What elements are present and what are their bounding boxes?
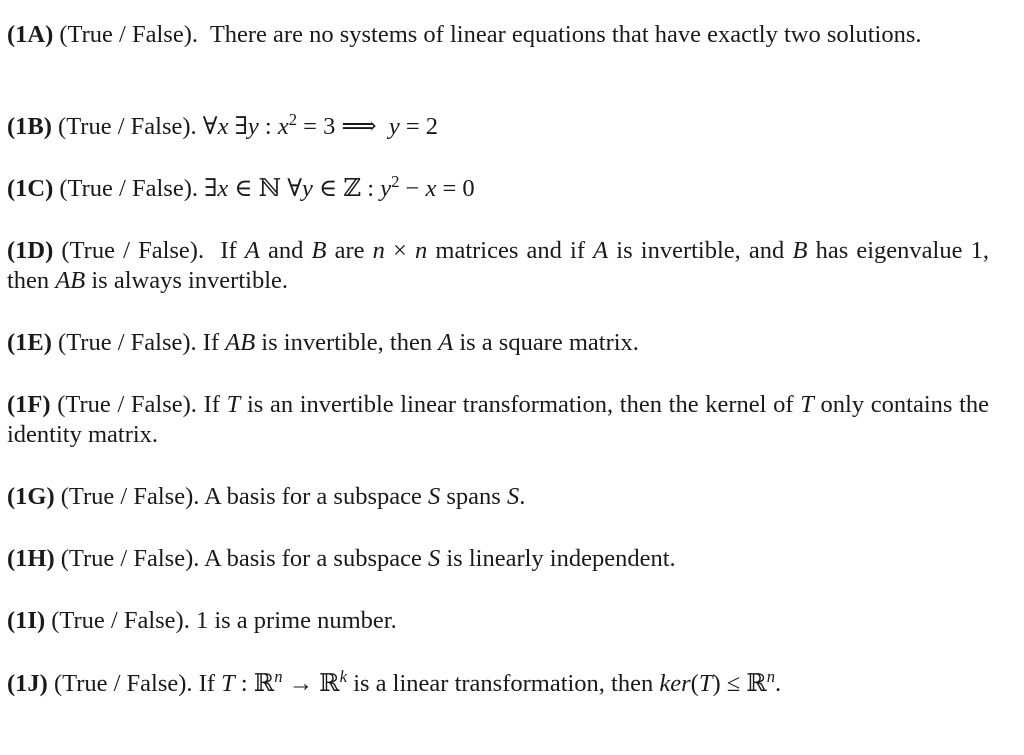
statement: If T : ℝ$^n$ → ℝ$^k$ is a linear transformation, then ker(T) ≤ ℝ$^n$. [198, 666, 782, 697]
true-false-choice: (True / False). [59, 175, 198, 202]
statement: There are no systems of linear equations that have exactly two solutions. [209, 21, 922, 48]
question-1b [7, 109, 989, 142]
statement: 1 is a prime number. [195, 607, 397, 634]
question-label: (1C) [7, 175, 54, 202]
question-1e [7, 328, 989, 358]
true-false-choice: (True / False). [58, 329, 197, 356]
statement: If A and B are n × n matrices and if A is invertible, and B has eigenvalue 1, then AB is always invertible. [7, 237, 990, 294]
question-1i [7, 606, 989, 636]
question-label: (1F) [7, 391, 51, 418]
true-false-choice: (True / False). [61, 237, 205, 264]
true-false-choice: (True / False). [51, 607, 190, 634]
true-false-choice: (True / False). [59, 21, 198, 48]
question-1c [7, 171, 989, 204]
question-1g [7, 482, 989, 512]
question-label: (1J) [7, 670, 48, 697]
math-statement: ∃x ∈ ℕ ∀y ∈ ℤ : $y^2 - x = 0$ [204, 171, 475, 202]
question-1f [7, 390, 989, 450]
question-label: (1B) [7, 113, 52, 140]
true-false-choice: (True / False). [58, 113, 197, 140]
true-false-choice: (True / False). [53, 670, 193, 697]
question-1j [7, 666, 989, 699]
question-label: (1A) [7, 21, 54, 48]
true-false-choice: (True / False). [60, 545, 200, 572]
true-false-choice: (True / False). [60, 483, 200, 510]
question-1d [7, 236, 989, 296]
question-label: (1G) [7, 483, 55, 510]
math-statement: ∀x ∃y : $x^2 = 3$ ⟹ y = 2 [202, 109, 439, 140]
question-1h [7, 544, 989, 574]
question-label: (1E) [7, 329, 52, 356]
true-false-choice: (True / False). [57, 391, 197, 418]
statement: If T is an invertible linear transformation, then the kernel of T only contains the identity matrix. [7, 391, 990, 448]
question-label: (1H) [7, 545, 55, 572]
statement: A basis for a subspace S spans S. [204, 483, 526, 510]
question-label: (1I) [7, 607, 46, 634]
statement: A basis for a subspace S is linearly independent. [204, 545, 676, 572]
statement: If AB is invertible, then A is a square matrix. [202, 329, 639, 356]
question-1a [7, 20, 989, 50]
question-label: (1D) [7, 237, 54, 264]
